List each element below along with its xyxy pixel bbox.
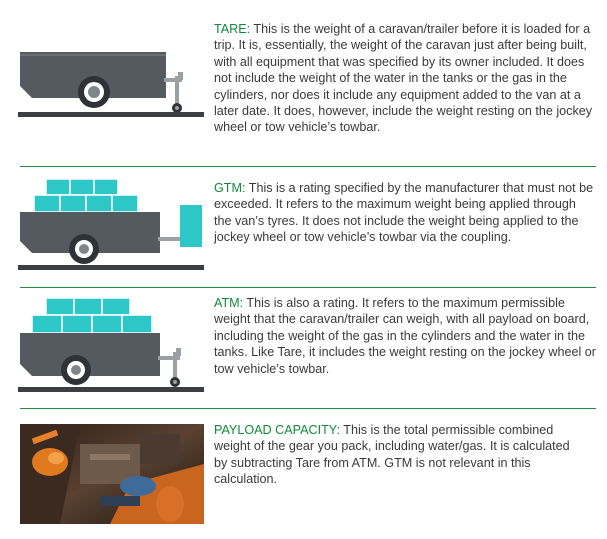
trailer-atm-icon — [18, 296, 204, 400]
section-gtm — [0, 167, 607, 287]
tare-description — [214, 21, 596, 136]
payload-text: This is the total permissible combined weight of the gear you pack, including water/gas. It is calculated by subtracting Tare from ATM. GTM is not relevant in this calculation. — [214, 423, 570, 487]
tare-term: TARE: — [214, 22, 251, 36]
payload-description — [214, 422, 586, 488]
section-atm — [0, 288, 607, 408]
atm-description — [214, 295, 596, 377]
gtm-description — [214, 180, 596, 246]
trailer-empty-icon — [18, 38, 204, 124]
payload-photo — [20, 424, 206, 524]
trailer-gtm-icon — [18, 175, 204, 279]
gtm-term: GTM: — [214, 181, 246, 195]
section-tare — [0, 0, 607, 166]
atm-term: ATM: — [214, 296, 244, 310]
section-payload — [0, 409, 607, 539]
atm-text: This is also a rating. It refers to the maximum permissible weight that the caravan/trailer can weigh, with all payload on board, including the weight of the gas in the cylinders and the water in the tanks. Like Tare, it includes the weight resting on the jockey wheel or tow vehicle’s towbar. — [214, 296, 596, 376]
tare-text: This is the weight of a caravan/trailer before it is loaded for a trip. It is, essentially, the weight of the caravan just after being built, with all equipment that was specified by its owner included. It does not include the weight of the water in the tanks or the gas in the cylinders, nor does it include any equipment added to the van at a later date. It does, however, include the weight resting on the jockey wheel or tow vehicle’s towbar. — [214, 22, 593, 135]
gtm-text: This is a rating specified by the manufacturer that must not be exceeded. It refers to the maximum weight being applied through the van’s tyres. It does not include the weight being applied to the jockey wheel or tow vehicle’s towbar via the coupling. — [214, 181, 594, 245]
payload-term: PAYLOAD CAPACITY: — [214, 423, 340, 437]
